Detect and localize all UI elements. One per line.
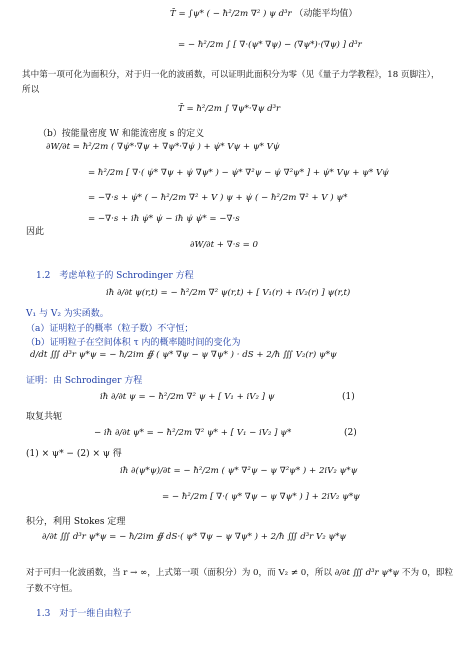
potential-real-note: V₁ 与 V₂ 为实函数。 — [26, 309, 109, 319]
density-divergence-form: = − ħ²/2m [ ∇·( ψ* ∇ψ − ψ ∇ψ* ) ] + 2iV₂ ψ*ψ — [162, 492, 360, 502]
probability-change-equation: d/dt ∭ d³r ψ*ψ = − ħ/2im ∯ ( ψ* ∇ψ − ψ ∇ψ* ) · dS + 2/ħ ∭ V₂(r) ψ*ψ — [30, 350, 337, 360]
kinetic-energy-expansion: = − ħ²/2m ∫ [ ∇·(ψ* ∇ψ) − (∇ψ*)·(∇ψ) ] d³r — [178, 40, 362, 50]
question-b: （b）证明粒子在空间体积 τ 内的概率随时间的变化为 — [26, 338, 241, 348]
schrodinger-eq-2: − iħ ∂/∂t ψ* = − ħ²/2m ∇² ψ* + [ V₁ − iV₂ ] ψ* — [94, 428, 292, 438]
kinetic-energy-equation: T̄ = ∫ψ* ( − ħ²/2m ∇² ) ψ d³r （动能平均值） — [170, 9, 358, 19]
density-time-derivative: iħ ∂(ψ*ψ)/∂t = − ħ²/2m ( ψ* ∇²ψ − ψ ∇²ψ* ) + 2iV₂ ψ*ψ — [120, 466, 358, 476]
conclusion-line-2: 子数不守恒。 — [26, 584, 78, 594]
eq-number-2: (2) — [344, 428, 357, 438]
part-b-title: （b）按能量密度 W 和能流密度 s 的定义 — [38, 129, 205, 139]
combine-label: (1) × ψ* − (2) × ψ 得 — [26, 449, 122, 459]
kinetic-energy-result: T̄ = ħ²/2m ∫ ∇ψ*·∇ψ d³r — [178, 104, 281, 114]
surface-integral-paragraph-cont: 所以 — [22, 85, 40, 95]
energy-density-eq-2: = ħ²/2m [ ∇·( ψ̇* ∇ψ + ψ̇ ∇ψ* ) − ψ̇* ∇²ψ − ψ̇ ∇²ψ* ] + ψ̇* Vψ + ψ* Vψ̇ — [88, 168, 389, 178]
section-1-2-heading: 1.2 考虑单粒子的 Schrodinger 方程 — [36, 271, 194, 281]
energy-density-eq-3: = −∇·s + ψ̇* ( − ħ²/2m ∇² + V ) ψ + ψ̇ ( − ħ²/2m ∇² + V ) ψ* — [88, 193, 348, 203]
energy-density-eq-4: = −∇·s + iħ ψ̇* ψ̇ − iħ ψ̇ ψ̇* = −∇·s — [88, 214, 240, 224]
question-a: （a）证明粒子的概率（粒子数）不守恒； — [26, 324, 194, 334]
eq-number-1: (1) — [342, 392, 355, 402]
proof-intro: 证明：由 Schrodinger 方程 — [26, 376, 143, 386]
integrated-equation: ∂/∂t ∭ d³r ψ*ψ = − ħ/2im ∯ dS·( ψ* ∇ψ − ψ ∇ψ* ) + 2/ħ ∭ d³r V₂ ψ*ψ — [42, 532, 347, 542]
continuity-equation: ∂W/∂t + ∇·s = 0 — [190, 240, 259, 250]
schrodinger-eq-1: iħ ∂/∂t ψ = − ħ²/2m ∇² ψ + [ V₁ + iV₂ ] ψ — [100, 392, 275, 402]
energy-density-eq-1: ∂W/∂t = ħ²/2m ( ∇ψ̇*·∇ψ + ∇ψ*·∇ψ̇ ) + ψ̇* Vψ + ψ* Vψ̇ — [46, 142, 280, 152]
complex-conjugate-label: 取复共轭 — [26, 412, 63, 422]
therefore-label: 因此 — [26, 227, 45, 237]
kinetic-energy-note: （动能平均值） — [294, 9, 358, 19]
surface-integral-paragraph: 其中第一项可化为面积分，对于归一化的波函数，可以证明此面积分为零（见《量子力学教程》，18 页脚注）， — [22, 70, 440, 80]
conclusion-line-1: 对于可归一化波函数，当 r → ∞，上式第一项（面积分）为 0，而 V₂ ≠ 0，所以 ∂/∂t ∭ d³r ψ*ψ 不为 0，即粒 — [26, 568, 454, 578]
section-1-3-heading: 1.3 对于一维自由粒子 — [36, 609, 132, 619]
stokes-label: 积分，利用 Stokes 定理 — [26, 517, 126, 527]
schrodinger-equation: iħ ∂/∂t ψ(r,t) = − ħ²/2m ∇² ψ(r,t) + [ V₁(r) + iV₂(r) ] ψ(r,t) — [106, 288, 351, 298]
